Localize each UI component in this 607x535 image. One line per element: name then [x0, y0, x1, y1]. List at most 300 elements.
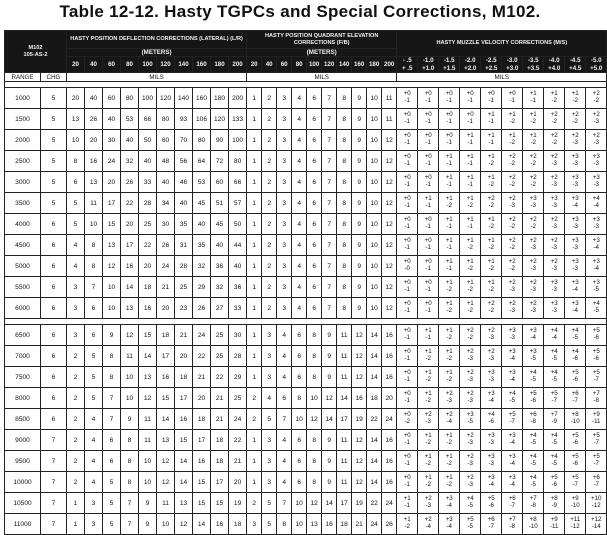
velocity-correction — [523, 430, 544, 451]
velocity-correction-plus: +0 — [403, 279, 411, 287]
quadrant-correction: 17 — [337, 409, 352, 430]
deflection-correction: 133 — [229, 109, 247, 130]
deflection-correction: 12 — [157, 451, 175, 472]
velocity-change-header — [523, 57, 544, 73]
velocity-correction-plus: +3 — [508, 474, 516, 482]
deflection-correction: 22 — [229, 430, 247, 451]
velocity-correction — [523, 514, 544, 535]
velocity-correction — [397, 388, 418, 409]
table-row — [5, 514, 607, 535]
velocity-correction-minus: -3 — [509, 286, 515, 293]
table-row — [5, 256, 607, 277]
velocity-correction-minus: -4 — [488, 481, 494, 488]
quadrant-correction: 16 — [322, 514, 337, 535]
deflection-correction: 23 — [175, 298, 193, 319]
quadrant-correction: 12 — [352, 430, 367, 451]
velocity-change-header — [397, 57, 418, 73]
velocity-correction-minus: -3 — [572, 181, 578, 188]
quadrant-correction: 6 — [307, 235, 322, 256]
velocity-correction-plus: +2 — [529, 279, 537, 287]
velocity-correction-plus: +8 — [529, 516, 537, 524]
deflection-correction: 7 — [121, 493, 139, 514]
deflection-correction: 13 — [67, 109, 85, 130]
velocity-correction — [502, 214, 523, 235]
table-row — [5, 451, 607, 472]
deflection-correction: 160 — [193, 88, 211, 109]
velocity-correction — [544, 109, 565, 130]
velocity-correction-plus: +0 — [424, 111, 432, 119]
deflection-correction: 18 — [211, 430, 229, 451]
quadrant-correction: 3 — [262, 325, 277, 346]
charge-cell: 6 — [41, 367, 67, 388]
velocity-correction-minus: -3 — [488, 376, 494, 383]
velocity-correction — [502, 472, 523, 493]
velocity-correction-minus: -1 — [404, 439, 410, 446]
quadrant-meters-label: (METERS) — [247, 49, 397, 57]
deflection-correction: 20 — [67, 88, 85, 109]
velocity-correction-plus: +0 — [403, 216, 411, 224]
deflection-correction: 20 — [193, 388, 211, 409]
quadrant-correction: 12 — [307, 409, 322, 430]
deflection-distance: 100 — [139, 57, 157, 73]
velocity-correction-minus: -4 — [446, 523, 452, 530]
velocity-correction-minus: -1 — [425, 181, 431, 188]
deflection-correction: 4 — [85, 409, 103, 430]
velocity-correction-plus: +3 — [550, 300, 558, 308]
deflection-correction: 16 — [85, 151, 103, 172]
quadrant-correction: 11 — [382, 88, 397, 109]
deflection-correction: 20 — [139, 256, 157, 277]
velocity-change-header — [502, 57, 523, 73]
velocity-correction-plus: +2 — [529, 237, 537, 245]
velocity-correction-minus: -2 — [530, 160, 536, 167]
charge-cell: 6 — [41, 388, 67, 409]
deflection-correction: 12 — [157, 472, 175, 493]
velocity-correction-plus: +1 — [487, 174, 495, 182]
deflection-correction: 12 — [175, 514, 193, 535]
quadrant-correction: 4 — [262, 388, 277, 409]
velocity-correction-minus: -3 — [467, 355, 473, 362]
deflection-correction: 8 — [121, 451, 139, 472]
deflection-correction: 5 — [103, 493, 121, 514]
quadrant-correction: 19 — [352, 493, 367, 514]
velocity-correction-minus: -3 — [530, 265, 536, 272]
velocity-correction-plus: +10 — [591, 495, 602, 503]
velocity-correction-plus: +2 — [508, 300, 516, 308]
quadrant-correction: 10 — [367, 277, 382, 298]
deflection-correction: 45 — [211, 214, 229, 235]
velocity-correction-minus: -7 — [572, 397, 578, 404]
velocity-correction-plus: +5 — [592, 369, 600, 377]
velocity-correction-plus: +3 — [487, 453, 495, 461]
velocity-correction-plus: +6 — [592, 474, 600, 482]
velocity-correction-plus: +1 — [508, 111, 516, 119]
quadrant-correction: 8 — [337, 88, 352, 109]
velocity-correction — [418, 367, 439, 388]
velocity-correction-minus: -2 — [425, 481, 431, 488]
deflection-correction: 10 — [85, 214, 103, 235]
velocity-correction-plus: +0 — [403, 327, 411, 335]
velocity-correction-minus: -1 — [425, 334, 431, 341]
quadrant-correction: 14 — [337, 388, 352, 409]
velocity-correction — [544, 367, 565, 388]
quadrant-correction: 8 — [307, 430, 322, 451]
charge-cell: 5 — [41, 151, 67, 172]
quadrant-correction: 8 — [337, 256, 352, 277]
deflection-correction: 14 — [139, 346, 157, 367]
velocity-correction — [523, 472, 544, 493]
velocity-correction-minus: -2 — [551, 139, 557, 146]
velocity-correction-plus: +1 — [487, 111, 495, 119]
range-cell: 11000 — [5, 514, 41, 535]
velocity-correction — [418, 346, 439, 367]
velocity-correction — [523, 193, 544, 214]
deflection-correction: 17 — [121, 235, 139, 256]
velocity-correction-minus: -1 — [509, 97, 515, 104]
charge-cell: 6 — [41, 325, 67, 346]
velocity-correction — [586, 367, 607, 388]
velocity-correction — [418, 298, 439, 319]
deflection-correction: 14 — [121, 277, 139, 298]
quadrant-correction: 22 — [367, 493, 382, 514]
deflection-correction: 80 — [121, 88, 139, 109]
velocity-correction-plus: +2 — [550, 174, 558, 182]
quadrant-correction: 17 — [337, 493, 352, 514]
deflection-correction: 16 — [139, 298, 157, 319]
deflection-correction: 4 — [67, 235, 85, 256]
deflection-distance: 160 — [193, 57, 211, 73]
quadrant-correction: 10 — [292, 493, 307, 514]
velocity-correction-plus: +2 — [466, 474, 474, 482]
velocity-correction-minus: -3 — [488, 355, 494, 362]
deflection-correction: 14 — [157, 409, 175, 430]
range-cell: 7500 — [5, 367, 41, 388]
deflection-correction: 60 — [103, 88, 121, 109]
deflection-correction: 66 — [229, 172, 247, 193]
quadrant-correction: 9 — [352, 130, 367, 151]
velocity-correction-plus: +0 — [508, 90, 516, 98]
velocity-correction-minus: -1 — [446, 160, 452, 167]
velocity-correction-minus: -3 — [593, 118, 600, 125]
range-cell: 8500 — [5, 409, 41, 430]
quadrant-correction: 16 — [352, 388, 367, 409]
velocity-correction-minus: -1 — [446, 97, 452, 104]
quadrant-correction: 1 — [247, 298, 262, 319]
deflection-correction: 80 — [229, 151, 247, 172]
quadrant-correction: 11 — [337, 430, 352, 451]
quadrant-correction: 3 — [277, 193, 292, 214]
velocity-correction — [481, 130, 502, 151]
velocity-correction — [586, 88, 607, 109]
velocity-correction — [544, 88, 565, 109]
velocity-correction — [586, 193, 607, 214]
quadrant-correction: 8 — [337, 214, 352, 235]
velocity-correction-minus: -2 — [488, 286, 494, 293]
velocity-correction-minus: -3 — [572, 244, 578, 251]
velocity-correction — [439, 109, 460, 130]
velocity-change-header — [418, 57, 439, 73]
velocity-correction-minus: -3 — [530, 202, 536, 209]
velocity-correction — [439, 493, 460, 514]
velocity-correction-minus: -1 — [404, 307, 410, 314]
velocity-increase: +2.0 — [464, 64, 477, 72]
velocity-correction-plus: +0 — [403, 474, 411, 482]
velocity-correction-plus: +0 — [424, 90, 432, 98]
deflection-correction: 6 — [103, 451, 121, 472]
quadrant-correction: 4 — [292, 130, 307, 151]
quadrant-correction: 21 — [352, 514, 367, 535]
velocity-correction-plus: +1 — [466, 300, 474, 308]
velocity-correction — [460, 298, 481, 319]
velocity-correction — [460, 514, 481, 535]
velocity-correction — [586, 430, 607, 451]
velocity-correction — [481, 214, 502, 235]
quadrant-correction: 18 — [367, 388, 382, 409]
velocity-correction-plus: +1 — [487, 132, 495, 140]
velocity-correction — [565, 409, 586, 430]
velocity-correction — [523, 109, 544, 130]
charge-cell: 6 — [41, 277, 67, 298]
velocity-correction-plus: +7 — [550, 411, 558, 419]
velocity-decrease: -1.0 — [422, 57, 434, 65]
velocity-correction — [565, 514, 586, 535]
velocity-correction — [481, 493, 502, 514]
velocity-decrease: -5.0 — [590, 57, 602, 65]
velocity-correction-minus: -4 — [593, 244, 600, 251]
velocity-correction-minus: -1 — [467, 118, 473, 125]
charge-cell: 6 — [41, 214, 67, 235]
velocity-correction-minus: -6 — [572, 460, 578, 467]
velocity-correction — [481, 514, 502, 535]
deflection-correction: 2 — [67, 367, 85, 388]
quadrant-correction: 18 — [337, 514, 352, 535]
velocity-correction-plus: +3 — [592, 174, 600, 182]
quadrant-correction: 6 — [307, 88, 322, 109]
quadrant-correction: 8 — [307, 451, 322, 472]
velocity-correction — [481, 277, 502, 298]
quadrant-correction: 6 — [292, 472, 307, 493]
quadrant-correction: 19 — [352, 409, 367, 430]
velocity-correction-minus: -1 — [425, 265, 431, 272]
velocity-correction-plus: +0 — [403, 174, 411, 182]
velocity-correction — [481, 472, 502, 493]
velocity-correction-plus: +3 — [571, 174, 579, 182]
deflection-correction: 13 — [103, 235, 121, 256]
velocity-correction-plus: +2 — [592, 111, 600, 119]
velocity-correction — [565, 430, 586, 451]
range-cell: 1500 — [5, 109, 41, 130]
quadrant-correction: 8 — [337, 109, 352, 130]
quadrant-correction: 14 — [367, 451, 382, 472]
velocity-correction — [397, 151, 418, 172]
velocity-correction-minus: -2 — [467, 307, 473, 314]
velocity-correction-plus: +1 — [424, 195, 432, 203]
deflection-correction: 5 — [85, 346, 103, 367]
velocity-correction-plus: +5 — [592, 453, 600, 461]
table-row — [5, 193, 607, 214]
charge-cell: 7 — [41, 472, 67, 493]
deflection-distance: 120 — [157, 57, 175, 73]
velocity-correction-plus: +2 — [592, 132, 600, 140]
deflection-correction: 51 — [211, 193, 229, 214]
deflection-correction: 80 — [157, 109, 175, 130]
velocity-correction-plus: +2 — [466, 390, 474, 398]
velocity-correction-plus: +0 — [424, 153, 432, 161]
quadrant-correction: 1 — [247, 235, 262, 256]
velocity-correction — [544, 346, 565, 367]
quadrant-correction: 3 — [277, 256, 292, 277]
deflection-correction: 17 — [103, 193, 121, 214]
table-row — [5, 430, 607, 451]
velocity-correction — [397, 256, 418, 277]
range-cell: 4500 — [5, 235, 41, 256]
velocity-correction — [586, 256, 607, 277]
velocity-correction-minus: -2 — [446, 376, 452, 383]
velocity-correction-minus: -2 — [530, 181, 536, 188]
quadrant-correction: 8 — [307, 346, 322, 367]
quadrant-correction: 8 — [337, 172, 352, 193]
deflection-correction: 40 — [103, 109, 121, 130]
velocity-correction-minus: -2 — [572, 118, 578, 125]
deflection-correction: 6 — [103, 430, 121, 451]
quadrant-correction: 5 — [262, 409, 277, 430]
velocity-correction — [439, 256, 460, 277]
velocity-correction-minus: -3 — [488, 334, 494, 341]
deflection-correction: 6 — [85, 298, 103, 319]
velocity-correction-plus: +1 — [466, 132, 474, 140]
velocity-correction-plus: +3 — [445, 495, 453, 503]
quadrant-correction: 4 — [277, 346, 292, 367]
velocity-correction — [397, 451, 418, 472]
velocity-correction-minus: -2 — [446, 202, 452, 209]
velocity-correction-minus: -2 — [488, 160, 494, 167]
deflection-correction: 24 — [103, 151, 121, 172]
deflection-correction: 15 — [193, 493, 211, 514]
velocity-correction — [502, 367, 523, 388]
velocity-decrease: -4.0 — [548, 57, 560, 65]
velocity-correction — [481, 235, 502, 256]
velocity-correction-plus: +1 — [445, 153, 453, 161]
velocity-increase: +2.5 — [485, 64, 498, 72]
quadrant-correction: 8 — [307, 472, 322, 493]
quadrant-correction: 16 — [382, 430, 397, 451]
velocity-correction — [565, 193, 586, 214]
velocity-increase: +3.5 — [527, 64, 540, 72]
velocity-correction-minus: -5 — [593, 286, 600, 293]
velocity-correction-minus: -1 — [446, 118, 452, 125]
velocity-correction — [481, 151, 502, 172]
quadrant-correction: 12 — [382, 193, 397, 214]
deflection-correction: 20 — [157, 298, 175, 319]
velocity-correction — [523, 172, 544, 193]
deflection-correction: 90 — [211, 130, 229, 151]
charge-cell: 7 — [41, 430, 67, 451]
quadrant-correction: 11 — [337, 451, 352, 472]
velocity-correction-minus: -1 — [404, 181, 410, 188]
velocity-correction-plus: +4 — [550, 432, 558, 440]
velocity-correction-minus: -4 — [551, 334, 557, 341]
deflection-correction: 11 — [85, 193, 103, 214]
velocity-correction-plus: +1 — [445, 432, 453, 440]
deflection-correction: 46 — [175, 172, 193, 193]
velocity-correction — [544, 451, 565, 472]
quadrant-correction: 8 — [307, 325, 322, 346]
quadrant-correction: 9 — [322, 472, 337, 493]
deflection-correction: 3 — [67, 298, 85, 319]
velocity-correction — [565, 256, 586, 277]
velocity-correction-minus: -3 — [551, 160, 557, 167]
quadrant-correction: 12 — [382, 130, 397, 151]
deflection-correction: 40 — [175, 193, 193, 214]
velocity-correction — [439, 409, 460, 430]
velocity-correction — [565, 88, 586, 109]
deflection-correction: 36 — [229, 277, 247, 298]
velocity-correction — [439, 88, 460, 109]
velocity-correction-minus: -4 — [572, 307, 578, 314]
quadrant-correction: 4 — [292, 214, 307, 235]
velocity-correction — [502, 109, 523, 130]
velocity-correction-minus: -7 — [488, 523, 494, 530]
velocity-correction-plus: +6 — [508, 495, 516, 503]
deflection-correction: 3 — [67, 325, 85, 346]
velocity-correction-minus: -1 — [488, 139, 494, 146]
velocity-correction — [565, 235, 586, 256]
quadrant-correction: 1 — [247, 109, 262, 130]
deflection-correction: 13 — [121, 298, 139, 319]
velocity-correction-minus: -5 — [467, 502, 473, 509]
velocity-correction-plus: +1 — [445, 300, 453, 308]
velocity-correction — [544, 472, 565, 493]
velocity-correction — [397, 367, 418, 388]
velocity-correction-plus: +2 — [466, 327, 474, 335]
velocity-correction-plus: +3 — [571, 279, 579, 287]
deflection-correction: 20 — [229, 472, 247, 493]
velocity-correction-plus: +2 — [550, 237, 558, 245]
quadrant-correction: 6 — [292, 430, 307, 451]
velocity-correction — [544, 493, 565, 514]
quadrant-correction: 12 — [352, 346, 367, 367]
velocity-correction-plus: +2 — [508, 258, 516, 266]
deflection-correction: 21 — [193, 367, 211, 388]
velocity-correction — [418, 388, 439, 409]
velocity-correction — [586, 409, 607, 430]
table-row — [5, 388, 607, 409]
deflection-correction: 4 — [85, 430, 103, 451]
velocity-correction-plus: +1 — [466, 174, 474, 182]
table-row — [5, 409, 607, 430]
velocity-correction-minus: -14 — [591, 523, 601, 530]
quadrant-correction: 2 — [247, 388, 262, 409]
velocity-decrease: -2.5 — [485, 57, 497, 65]
velocity-correction-plus: +0 — [403, 237, 411, 245]
deflection-correction: 17 — [157, 346, 175, 367]
velocity-correction-minus: -2 — [446, 334, 452, 341]
deflection-correction: 10 — [157, 514, 175, 535]
velocity-correction-minus: -2 — [467, 286, 473, 293]
velocity-correction-plus: +0 — [403, 453, 411, 461]
deflection-correction: 40 — [157, 172, 175, 193]
velocity-correction — [544, 151, 565, 172]
velocity-correction-plus: +2 — [466, 453, 474, 461]
velocity-correction-plus: +3 — [592, 153, 600, 161]
velocity-correction-minus: -7 — [509, 502, 515, 509]
velocity-increase: +1.0 — [422, 64, 435, 72]
velocity-correction — [460, 346, 481, 367]
velocity-correction-minus: -3 — [572, 265, 578, 272]
deflection-correction: 40 — [121, 130, 139, 151]
velocity-correction-plus: +6 — [487, 516, 495, 524]
velocity-correction-plus: +0 — [403, 390, 411, 398]
